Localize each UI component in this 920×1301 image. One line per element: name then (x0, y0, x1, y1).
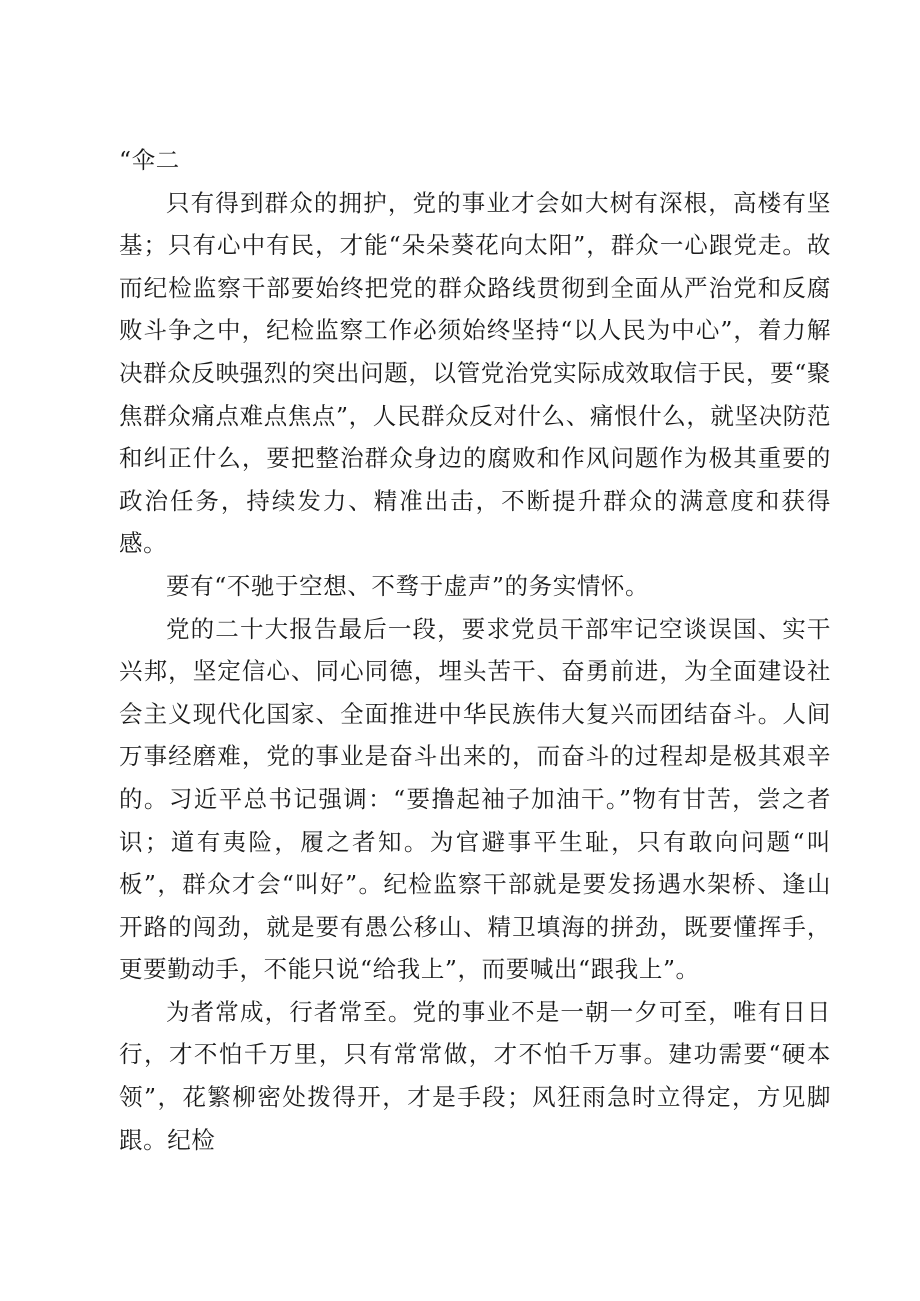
paragraph-masses-support: 只有得到群众的拥护，党的事业才会如大树有深根，高楼有坚基；只有心中有民，才能“朵朵葵花向太阳”，群众一心跟党走。故而纪检监察干部要始终把党的群众路线贯彻到全面从严治党和反腐败斗争之中，纪检监察工作必须始终坚持“以人民为中心”，着力解决群众反映强烈的突出问题，以管党治党实际成效取信于民，要“聚焦群众痛点难点焦点”，人民群众反对什么、痛恨什么，就坚决防范和纠正什么，要把整治群众身边的腐败和作风问题作为极其重要的政治任务，持续发力、精准出击，不断提升群众的满意度和获得感。 (119, 188, 831, 558)
paragraph-twentieth-congress: 党的二十大报告最后一段，要求党员干部牢记空谈误国、实干兴邦，坚定信心、同心同德，埋头苦干、奋勇前进，为全面建设社会主义现代化国家、全面推进中华民族伟大复兴而团结奋斗。人间万事经磨难，党的事业是奋斗出来的，而奋斗的过程却是极其艰辛的。习近平总书记强调：“要撸起袖子加油干。”物有甘苦，尝之者识；道有夷险，履之者知。为官避事平生耻，只有敢向问题“叫板”，群众才会“叫好”。纪检监察干部就是要发扬遇水架桥、逢山开路的闯劲，就是要有愚公移山、精卫填海的拼劲，既要懂挥手，更要勤动手，不能只说“给我上”，而要喊出“跟我上”。 (119, 614, 831, 984)
paragraph-perseverance: 为者常成，行者常至。党的事业不是一朝一夕可至，唯有日日行，才不怕千万里，只有常常做，才不怕千万事。建功需要“硬本领”，花繁柳密处拨得开，才是手段；风狂雨急时立得定，方见脚跟。纪检 (119, 997, 831, 1154)
paragraph-pragmatic-heading: 要有“不驰于空想、不骛于虚声”的务实情怀。 (166, 571, 650, 600)
document-body (119, 139, 831, 1161)
paragraph-fragment: “伞二 (119, 146, 180, 174)
